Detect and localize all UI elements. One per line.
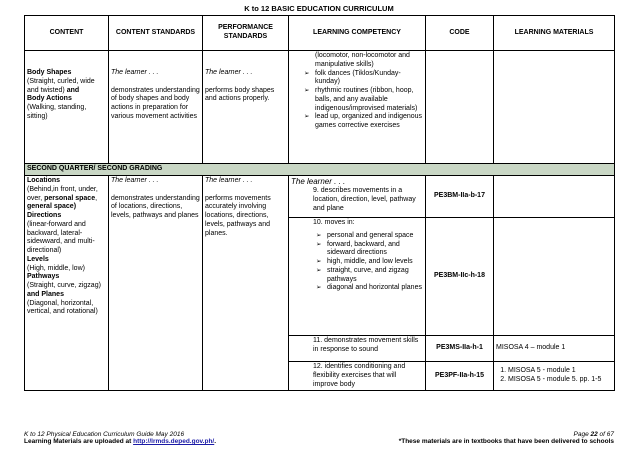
- list-item: ➢ lead up, organized and indigenous games corrective exercises: [315, 113, 423, 131]
- list-item: 2. MISOSA 5 - module 5. pp. 1-5: [508, 376, 612, 385]
- learning-materials-cell: [494, 362, 615, 391]
- code-cell: PE3BM-IIa-b-17: [426, 176, 494, 218]
- list-item: ➢ straight, curve, and zigzag pathways: [327, 267, 423, 285]
- curriculum-table: [24, 15, 615, 391]
- code-cell: PE3BM-IIc-h-18: [426, 218, 494, 336]
- header-content-standards: CONTENT STANDARDS: [109, 16, 203, 51]
- learning-materials-cell: MISOSA 4 – module 1: [494, 336, 615, 362]
- content-cell: Body Shapes (Straight, curled, wide and twisted) and Body Actions (Walking, standing, sitting): [25, 51, 109, 164]
- header-row: [25, 16, 615, 51]
- learning-competency-cell: The learner . . . 9. describes movements in a location, direction, level, pathway and plane: [289, 176, 426, 218]
- list-item: ➢ folk dances (Tiklos/Kunday-kunday): [315, 70, 423, 88]
- list-item: ➢ rhythmic routines (ribbon, hoop, balls, and any available indigenous/improvised materials): [315, 87, 423, 113]
- list-item: 1. MISOSA 5 - module 1: [508, 367, 612, 376]
- learning-competency-cell: (locomotor, non-locomotor and manipulative skills) ➢ folk dances (Tiklos/Kunday-kunday) ➢ rhythmic routines (ribbon, hoop, balls, and any available indigenous/improvised materials) ➢ lead up, organized and indigenous games corrective exercises: [289, 51, 426, 164]
- performance-standard-cell: The learner . . . performs body shapes and actions properly.: [203, 51, 289, 164]
- learning-materials-cell: [494, 51, 615, 164]
- content-standard-cell: The learner . . . demonstrates understanding of body shapes and body actions in preparation for various movement activities: [109, 51, 203, 164]
- table-row: [25, 51, 615, 164]
- header-code: CODE: [426, 16, 494, 51]
- content-standard-cell: The learner . . . demonstrates understanding of locations, directions, levels, pathways and planes: [109, 176, 203, 391]
- code-cell: [426, 51, 494, 164]
- quarter-row: [25, 164, 615, 176]
- page-number: Page 22 of 67: [573, 431, 614, 438]
- lrmds-link[interactable]: http://lrmds.deped.gov.ph/: [133, 438, 215, 445]
- list-item: ➢ personal and general space: [327, 232, 423, 241]
- header-learning-materials: LEARNING MATERIALS: [494, 16, 615, 51]
- learning-competency-cell: 10. moves in: ➢ personal and general space ➢ forward, backward, and sideward directions ➢ high, middle, and low levels ➢ straight, curve, and zigzag pathways ➢ diagonal and horizontal planes: [289, 218, 426, 336]
- page-title: K to 12 BASIC EDUCATION CURRICULUM: [244, 4, 394, 13]
- header-performance-standards: PERFORMANCE STANDARDS: [203, 16, 289, 51]
- learning-materials-cell: [494, 176, 615, 218]
- guide-title: K to 12 Physical Education Curriculum Guide May 2016: [24, 431, 185, 438]
- code-cell: PE3MS-IIa-h-1: [426, 336, 494, 362]
- header-learning-competency: LEARNING COMPETENCY: [289, 16, 426, 51]
- table-row: [25, 176, 615, 218]
- list-item: ➢ forward, backward, and sideward directions: [327, 241, 423, 259]
- upload-text: Learning Materials are uploaded at: [24, 438, 134, 445]
- code-cell: PE3PF-IIa-h-15: [426, 362, 494, 391]
- learning-competency-cell: 12. identifies conditioning and flexibility exercises that will improve body: [289, 362, 426, 391]
- header-content: CONTENT: [25, 16, 109, 51]
- performance-standard-cell: The learner . . . performs movements accurately involving locations, directions, levels, pathways and planes.: [203, 176, 289, 391]
- footer-right: [399, 431, 614, 445]
- list-item: ➢ high, middle, and low levels: [327, 258, 423, 267]
- footer-note: *These materials are in textbooks that have been delivered to schools: [398, 438, 614, 445]
- content-cell: Locations (Behind,in front, under, over, personal space, general space) Directions (linear-forward and backward, lateral-sidewward, and multi-directional) Levels (High, middle, low) Pathways (Straight, curve, zigzag) and Planes (Diagonal, horizontal, vertical, and rotational): [25, 176, 109, 391]
- learning-competency-cell: 11. demonstrates movement skills in response to sound: [289, 336, 426, 362]
- learning-materials-cell: [494, 218, 615, 336]
- quarter-label: SECOND QUARTER/ SECOND GRADING: [25, 164, 615, 176]
- list-item: ➢ diagonal and horizontal planes: [327, 284, 423, 293]
- footer-left: K to 12 Physical Education Curriculum Guide May 2016 Learning Materials are uploaded at http://lrmds.deped.gov.ph/.: [24, 431, 217, 445]
